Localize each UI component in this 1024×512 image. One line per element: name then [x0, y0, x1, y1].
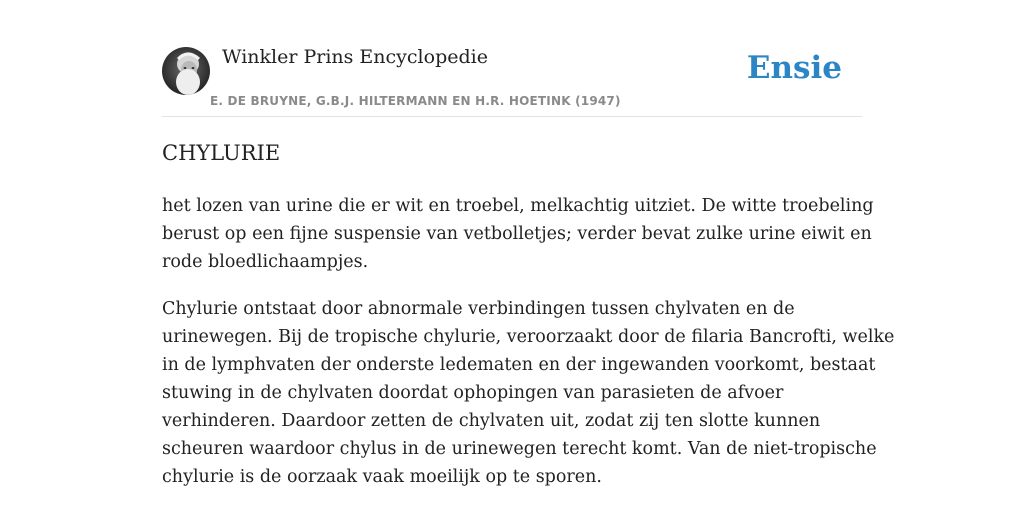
text-line: urinewegen. Bij de tropische chylurie, veroorzaakt door de filaria Bancrofti, welke: [162, 327, 895, 347]
page-header: [162, 44, 862, 117]
text-line: in de lymphvaten der onderste ledematen en der ingewanden voorkomt, bestaat: [162, 355, 876, 375]
paragraph-1: [162, 192, 874, 276]
entry-content: [162, 192, 895, 510]
text-line: Chylurie ontstaat door abnormale verbindingen tussen chylvaten en de: [162, 299, 795, 319]
text-line: verhinderen. Daardoor zetten de chylvaten uit, zodat zij ten slotte kunnen: [162, 411, 821, 431]
text-line: stuwing in de chylvaten doordat ophopingen van parasieten de afvoer: [162, 383, 784, 403]
text-line: chylurie is de oorzaak vaak moeilijk op te sporen.: [162, 467, 602, 487]
authors-credit: E. DE BRUYNE, G.B.J. HILTERMANN EN H.R. HOETINK (1947): [210, 94, 621, 108]
text-line: rode bloedlichaampjes.: [162, 252, 369, 272]
ensie-logo[interactable]: Ensie: [746, 50, 842, 86]
text-line: berust op een fijne suspensie van vetbolletjes; verder bevat zulke urine eiwit en: [162, 224, 872, 244]
text-line: het lozen van urine die er wit en troebel, melkachtig uitziet. De witte troebeling: [162, 196, 874, 216]
text-line: scheuren waardoor chylus in de urinewegen terecht komt. Van de niet-tropische: [162, 439, 877, 459]
encyclopedia-title[interactable]: Winkler Prins Encyclopedie: [222, 46, 488, 68]
entry-title: CHYLURIE: [162, 141, 281, 165]
paragraph-2: [162, 295, 895, 491]
author-portrait: [162, 47, 210, 95]
